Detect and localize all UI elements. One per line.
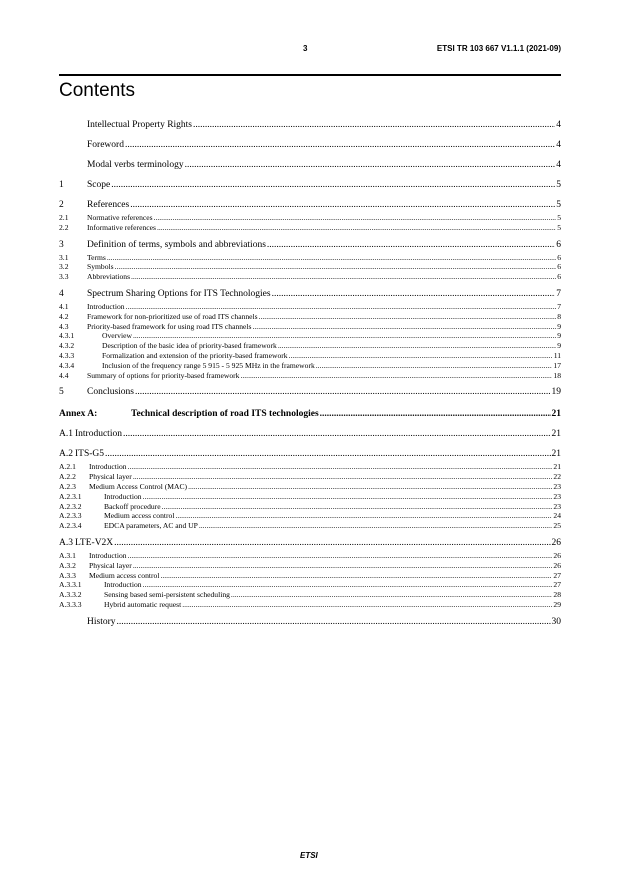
toc-leader-dots (175, 511, 552, 521)
toc-entry-title: LTE-V2X (75, 537, 114, 548)
toc-entry[interactable] (59, 472, 561, 482)
toc-entry[interactable] (59, 502, 561, 512)
toc-entry-title: Definition of terms, symbols and abbreviations (87, 239, 266, 250)
toc-entry[interactable] (59, 177, 561, 193)
toc-leader-dots (289, 351, 553, 361)
toc-entry[interactable] (59, 213, 561, 223)
toc-entry[interactable] (59, 272, 561, 282)
toc-entry-page: 4 (556, 160, 561, 170)
toc-entry-page: 7 (556, 288, 561, 299)
toc-entry-page: 23 (553, 481, 561, 491)
toc-entry-page: 22 (553, 472, 561, 482)
toc-entry-number: 3.1 (59, 252, 69, 262)
toc-leader-dots (160, 571, 552, 581)
toc-leader-dots (114, 535, 550, 551)
toc-entry-number: A.2.3 (59, 481, 76, 491)
toc-entry-page: 7 (557, 301, 561, 311)
toc-entry-title: Priority-based framework for using road ITS channels (87, 321, 252, 331)
toc-entry-page: 6 (557, 252, 561, 262)
toc-entry[interactable] (59, 157, 561, 173)
toc-entry-number: A.3.1 (59, 550, 76, 560)
toc-entry-page: 26 (553, 550, 561, 560)
toc-entry-page: 21 (551, 449, 561, 460)
toc-entry-page: 11 (553, 350, 561, 360)
toc-entry[interactable] (59, 312, 561, 322)
toc-entry-page: 9 (557, 341, 561, 351)
toc-entry-page: 21 (551, 409, 561, 420)
toc-entry-number: A.3.3.3 (59, 599, 82, 609)
toc-entry-number: 4.3.4 (59, 360, 75, 370)
toc-entry-title: History (87, 616, 116, 627)
document-id: ETSI TR 103 667 V1.1.1 (2021-09) (436, 44, 561, 53)
toc-entry-title: Terms (87, 252, 106, 262)
toc-entry-title: Intellectual Property Rights (87, 120, 193, 130)
toc-entry-page: 25 (553, 521, 561, 531)
toc-entry-title: EDCA parameters, AC and UP (104, 521, 198, 531)
toc-entry-title: Physical layer (89, 560, 132, 570)
toc-leader-dots (316, 361, 553, 371)
toc-entry-number: A.2.1 (59, 462, 76, 472)
toc-entry-title: Technical description of road ITS technologies (131, 409, 319, 420)
toc-entry-title: Informative references (87, 222, 156, 232)
toc-entry[interactable] (59, 322, 561, 332)
toc-entry-number: 1 (59, 180, 64, 190)
toc-leader-dots (128, 551, 553, 561)
toc-entry-number: 5 (59, 387, 64, 398)
toc-leader-dots (125, 137, 555, 153)
toc-leader-dots (231, 590, 552, 600)
toc-leader-dots (128, 462, 553, 472)
toc-leader-dots (193, 117, 555, 133)
toc-entry[interactable] (59, 511, 561, 521)
toc-entry[interactable] (59, 117, 561, 133)
toc-entry-number: A.3 (59, 537, 73, 548)
toc-entry-title: Introduction (89, 550, 127, 560)
toc-entry-title: Hybrid automatic request (104, 599, 182, 609)
toc-leader-dots (162, 502, 553, 512)
toc-entry-title: Abbreviations (87, 272, 131, 282)
toc-entry-page: 17 (553, 360, 561, 370)
toc-entry-page: 4 (556, 140, 561, 150)
toc-leader-dots (133, 331, 556, 341)
toc-entry-number: 4.3.2 (59, 341, 75, 351)
toc-entry-page: 27 (553, 570, 561, 580)
toc-leader-dots (320, 406, 551, 422)
toc-entry-title: Modal verbs terminology (87, 160, 184, 170)
toc-entry-title: Medium Access Control (MAC) (89, 481, 188, 491)
toc-entry-page: 6 (557, 262, 561, 272)
toc-entry-title: Summary of options for priority-based framework (87, 370, 240, 380)
toc-entry-page: 21 (553, 462, 561, 472)
toc-entry-title: Introduction (104, 491, 142, 501)
toc-leader-dots (133, 472, 553, 482)
toc-entry[interactable] (59, 137, 561, 153)
table-of-contents (59, 117, 561, 630)
toc-entry[interactable] (59, 614, 561, 630)
toc-entry[interactable] (59, 237, 561, 253)
toc-entry[interactable] (59, 384, 561, 400)
toc-entry-page: 19 (551, 387, 561, 398)
toc-leader-dots (115, 262, 557, 272)
toc-entry[interactable] (59, 561, 561, 571)
toc-entry-number: A.2.3.2 (59, 501, 82, 511)
toc-entry[interactable] (59, 571, 561, 581)
toc-entry-page: 26 (553, 560, 561, 570)
toc-leader-dots (135, 384, 551, 400)
toc-entry-page: 5 (557, 213, 561, 222)
toc-leader-dots (117, 614, 551, 630)
toc-leader-dots (143, 580, 553, 590)
toc-leader-dots (253, 322, 557, 332)
toc-entry-title: Spectrum Sharing Options for ITS Technologies (87, 288, 271, 299)
toc-entry-title: References (87, 200, 130, 210)
toc-entry[interactable] (59, 197, 561, 213)
toc-entry-title: Physical layer (89, 472, 132, 482)
toc-leader-dots (157, 223, 556, 233)
toc-entry[interactable] (59, 361, 561, 371)
toc-entry[interactable] (59, 535, 561, 551)
toc-leader-dots (272, 286, 556, 302)
toc-entry-number: A.2.3.1 (59, 491, 82, 501)
toc-entry-title: Symbols (87, 262, 114, 272)
toc-entry-page: 6 (556, 239, 561, 250)
toc-entry-number: 2.1 (59, 213, 69, 222)
toc-entry-title: Inclusion of the frequency range 5 915 - 5 925 MHz in the framework (102, 360, 315, 370)
toc-entry-page: 23 (553, 501, 561, 511)
toc-entry-number: A.3.3.2 (59, 590, 82, 600)
toc-entry-page: 21 (551, 429, 561, 440)
toc-leader-dots (143, 492, 553, 502)
toc-entry-number: 4.3 (59, 321, 69, 331)
toc-entry-title: Introduction (75, 429, 122, 440)
toc-entry-page: 5 (556, 180, 561, 190)
toc-entry-title: Medium access control (89, 570, 160, 580)
toc-entry-number: 4.2 (59, 311, 69, 321)
toc-entry[interactable] (59, 590, 561, 600)
page-title: Contents (59, 80, 136, 101)
header-rule (59, 74, 561, 76)
page-number: 3 (303, 44, 308, 53)
toc-leader-dots (130, 197, 555, 213)
toc-entry[interactable] (59, 600, 561, 610)
toc-entry-title: Medium access control (104, 511, 175, 521)
toc-entry-title: Introduction (89, 462, 127, 472)
toc-entry-page: 18 (553, 370, 561, 380)
toc-entry-page: 5 (556, 200, 561, 210)
toc-entry[interactable] (59, 331, 561, 341)
toc-entry-title: Conclusions (87, 387, 134, 398)
toc-entry-number: A.2.3.3 (59, 511, 82, 521)
toc-entry-number: A.2.3.4 (59, 521, 82, 531)
toc-entry-page: 9 (557, 331, 561, 341)
toc-entry-page: 4 (556, 120, 561, 130)
toc-entry-number: A.3.3 (59, 570, 76, 580)
toc-entry[interactable] (59, 551, 561, 561)
toc-entry-number: 3.2 (59, 262, 69, 272)
toc-entry-page: 6 (557, 272, 561, 282)
toc-entry-number: 2 (59, 200, 64, 210)
toc-entry[interactable] (59, 580, 561, 590)
toc-leader-dots (111, 177, 555, 193)
toc-entry-number: 4.1 (59, 301, 69, 311)
toc-entry-page: 28 (553, 590, 561, 600)
toc-entry[interactable] (59, 406, 561, 422)
toc-entry[interactable] (59, 223, 561, 233)
toc-leader-dots (259, 312, 557, 322)
toc-leader-dots (199, 521, 553, 531)
toc-entry-title: Formalization and extension of the priority-based framework (102, 350, 288, 360)
toc-entry[interactable] (59, 462, 561, 472)
toc-entry-number: A.2 (59, 449, 73, 460)
toc-entry-title: Introduction (87, 301, 125, 311)
toc-leader-dots (126, 302, 557, 312)
toc-entry-page: 26 (551, 537, 561, 548)
toc-entry-page: 30 (551, 616, 561, 627)
toc-entry-page: 8 (557, 311, 561, 321)
toc-leader-dots (131, 272, 556, 282)
toc-entry-title: Sensing based semi-persistent scheduling (104, 590, 230, 600)
toc-entry[interactable] (59, 302, 561, 312)
toc-entry-page: 5 (557, 222, 561, 232)
toc-entry-number: 4 (59, 288, 64, 299)
toc-entry[interactable] (59, 371, 561, 381)
toc-leader-dots (154, 213, 557, 223)
toc-entry-page: 29 (553, 599, 561, 609)
toc-leader-dots (278, 341, 556, 351)
toc-entry-title: Introduction (104, 580, 142, 590)
toc-entry-number: 4.3.3 (59, 350, 75, 360)
toc-leader-dots (240, 371, 552, 381)
toc-entry[interactable] (59, 426, 561, 442)
toc-leader-dots (188, 482, 552, 492)
toc-entry-title: Backoff procedure (104, 501, 161, 511)
toc-entry-title: Description of the basic idea of priority-based framework (102, 341, 277, 351)
toc-entry[interactable] (59, 492, 561, 502)
toc-entry[interactable] (59, 446, 561, 462)
toc-leader-dots (123, 426, 551, 442)
toc-entry-page: 27 (553, 580, 561, 590)
toc-entry-number: 2.2 (59, 222, 69, 232)
toc-entry[interactable] (59, 351, 561, 361)
footer-publisher: ETSI (300, 851, 318, 860)
toc-entry-title: Overview (102, 331, 132, 341)
toc-leader-dots (133, 561, 553, 571)
toc-entry-title: Scope (87, 180, 111, 190)
toc-entry-title: Framework for non-prioritized use of road ITS channels (87, 311, 258, 321)
toc-leader-dots (185, 157, 556, 173)
toc-entry-number: 4.3.1 (59, 331, 75, 341)
toc-entry[interactable] (59, 262, 561, 272)
toc-leader-dots (105, 446, 550, 462)
toc-entry-number: 3.3 (59, 272, 69, 282)
toc-entry[interactable] (59, 253, 561, 263)
toc-entry-number: A.1 (59, 429, 73, 440)
toc-entry-title: ITS-G5 (75, 449, 105, 460)
toc-entry-page: 23 (553, 491, 561, 501)
toc-entry-number: A.2.2 (59, 472, 76, 482)
toc-entry-number: 3 (59, 239, 64, 250)
toc-entry-page: 24 (553, 511, 561, 521)
toc-entry-number: Annex A: (59, 409, 98, 420)
toc-entry[interactable] (59, 521, 561, 531)
toc-entry-number: 4.4 (59, 370, 69, 380)
toc-entry[interactable] (59, 341, 561, 351)
toc-leader-dots (107, 253, 556, 263)
toc-entry-title: Foreword (87, 140, 124, 150)
toc-entry-page: 9 (557, 321, 561, 331)
toc-entry-title: Normative references (87, 213, 153, 222)
toc-entry-number: A.3.2 (59, 560, 76, 570)
toc-entry-number: A.3.3.1 (59, 580, 82, 590)
toc-leader-dots (267, 237, 555, 253)
toc-entry[interactable] (59, 482, 561, 492)
toc-entry[interactable] (59, 286, 561, 302)
toc-leader-dots (182, 600, 552, 610)
